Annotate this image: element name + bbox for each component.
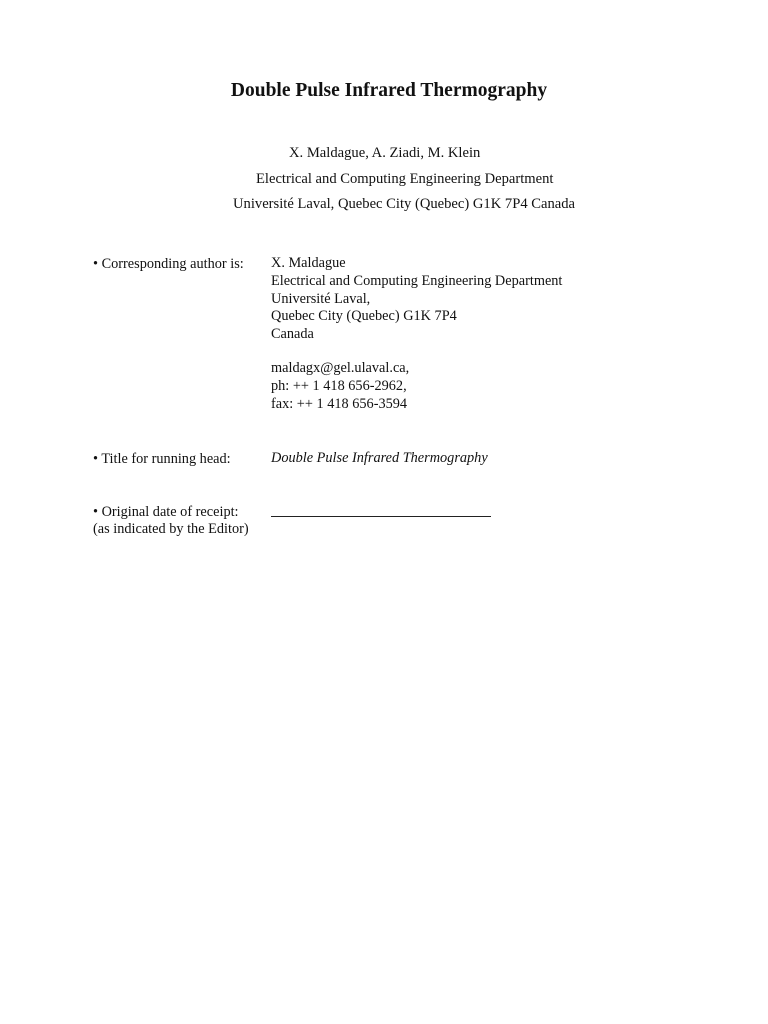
receipt-date-sublabel: (as indicated by the Editor) — [93, 521, 249, 537]
corresponding-author-contact — [271, 360, 409, 413]
corresponding-author-name: X. Maldague — [271, 255, 346, 271]
author-list: X. Maldague, A. Ziadi, M. Klein — [289, 145, 481, 161]
running-head-value: Double Pulse Infrared Thermography — [271, 450, 488, 466]
corresponding-author-phone: ph: ++ 1 418 656-2962, — [271, 377, 407, 394]
paper-title: Double Pulse Infrared Thermography — [230, 80, 548, 101]
receipt-date-blank — [271, 503, 491, 523]
corresponding-author-department: Electrical and Computing Engineering Department — [271, 272, 563, 289]
corresponding-author-city: Quebec City (Quebec) G1K 7P4 — [271, 308, 457, 325]
running-head-label: • Title for running head: — [93, 451, 231, 467]
corresponding-author-block — [271, 255, 562, 344]
affiliation-university: Université Laval, Quebec City (Quebec) G1K 7P4 Canada — [233, 196, 576, 212]
receipt-date-label: • Original date of receipt: — [93, 504, 239, 520]
corresponding-author-fax: fax: ++ 1 418 656-3594 — [271, 395, 408, 412]
receipt-date-underline — [271, 503, 491, 517]
affiliation-department: Electrical and Computing Engineering Department — [256, 171, 554, 187]
corresponding-author-country: Canada — [271, 326, 314, 343]
corresponding-author-email: maldagx@gel.ulaval.ca, — [271, 360, 410, 376]
corresponding-author-university: Université Laval, — [271, 290, 371, 307]
corresponding-author-label: • Corresponding author is: — [93, 256, 244, 272]
